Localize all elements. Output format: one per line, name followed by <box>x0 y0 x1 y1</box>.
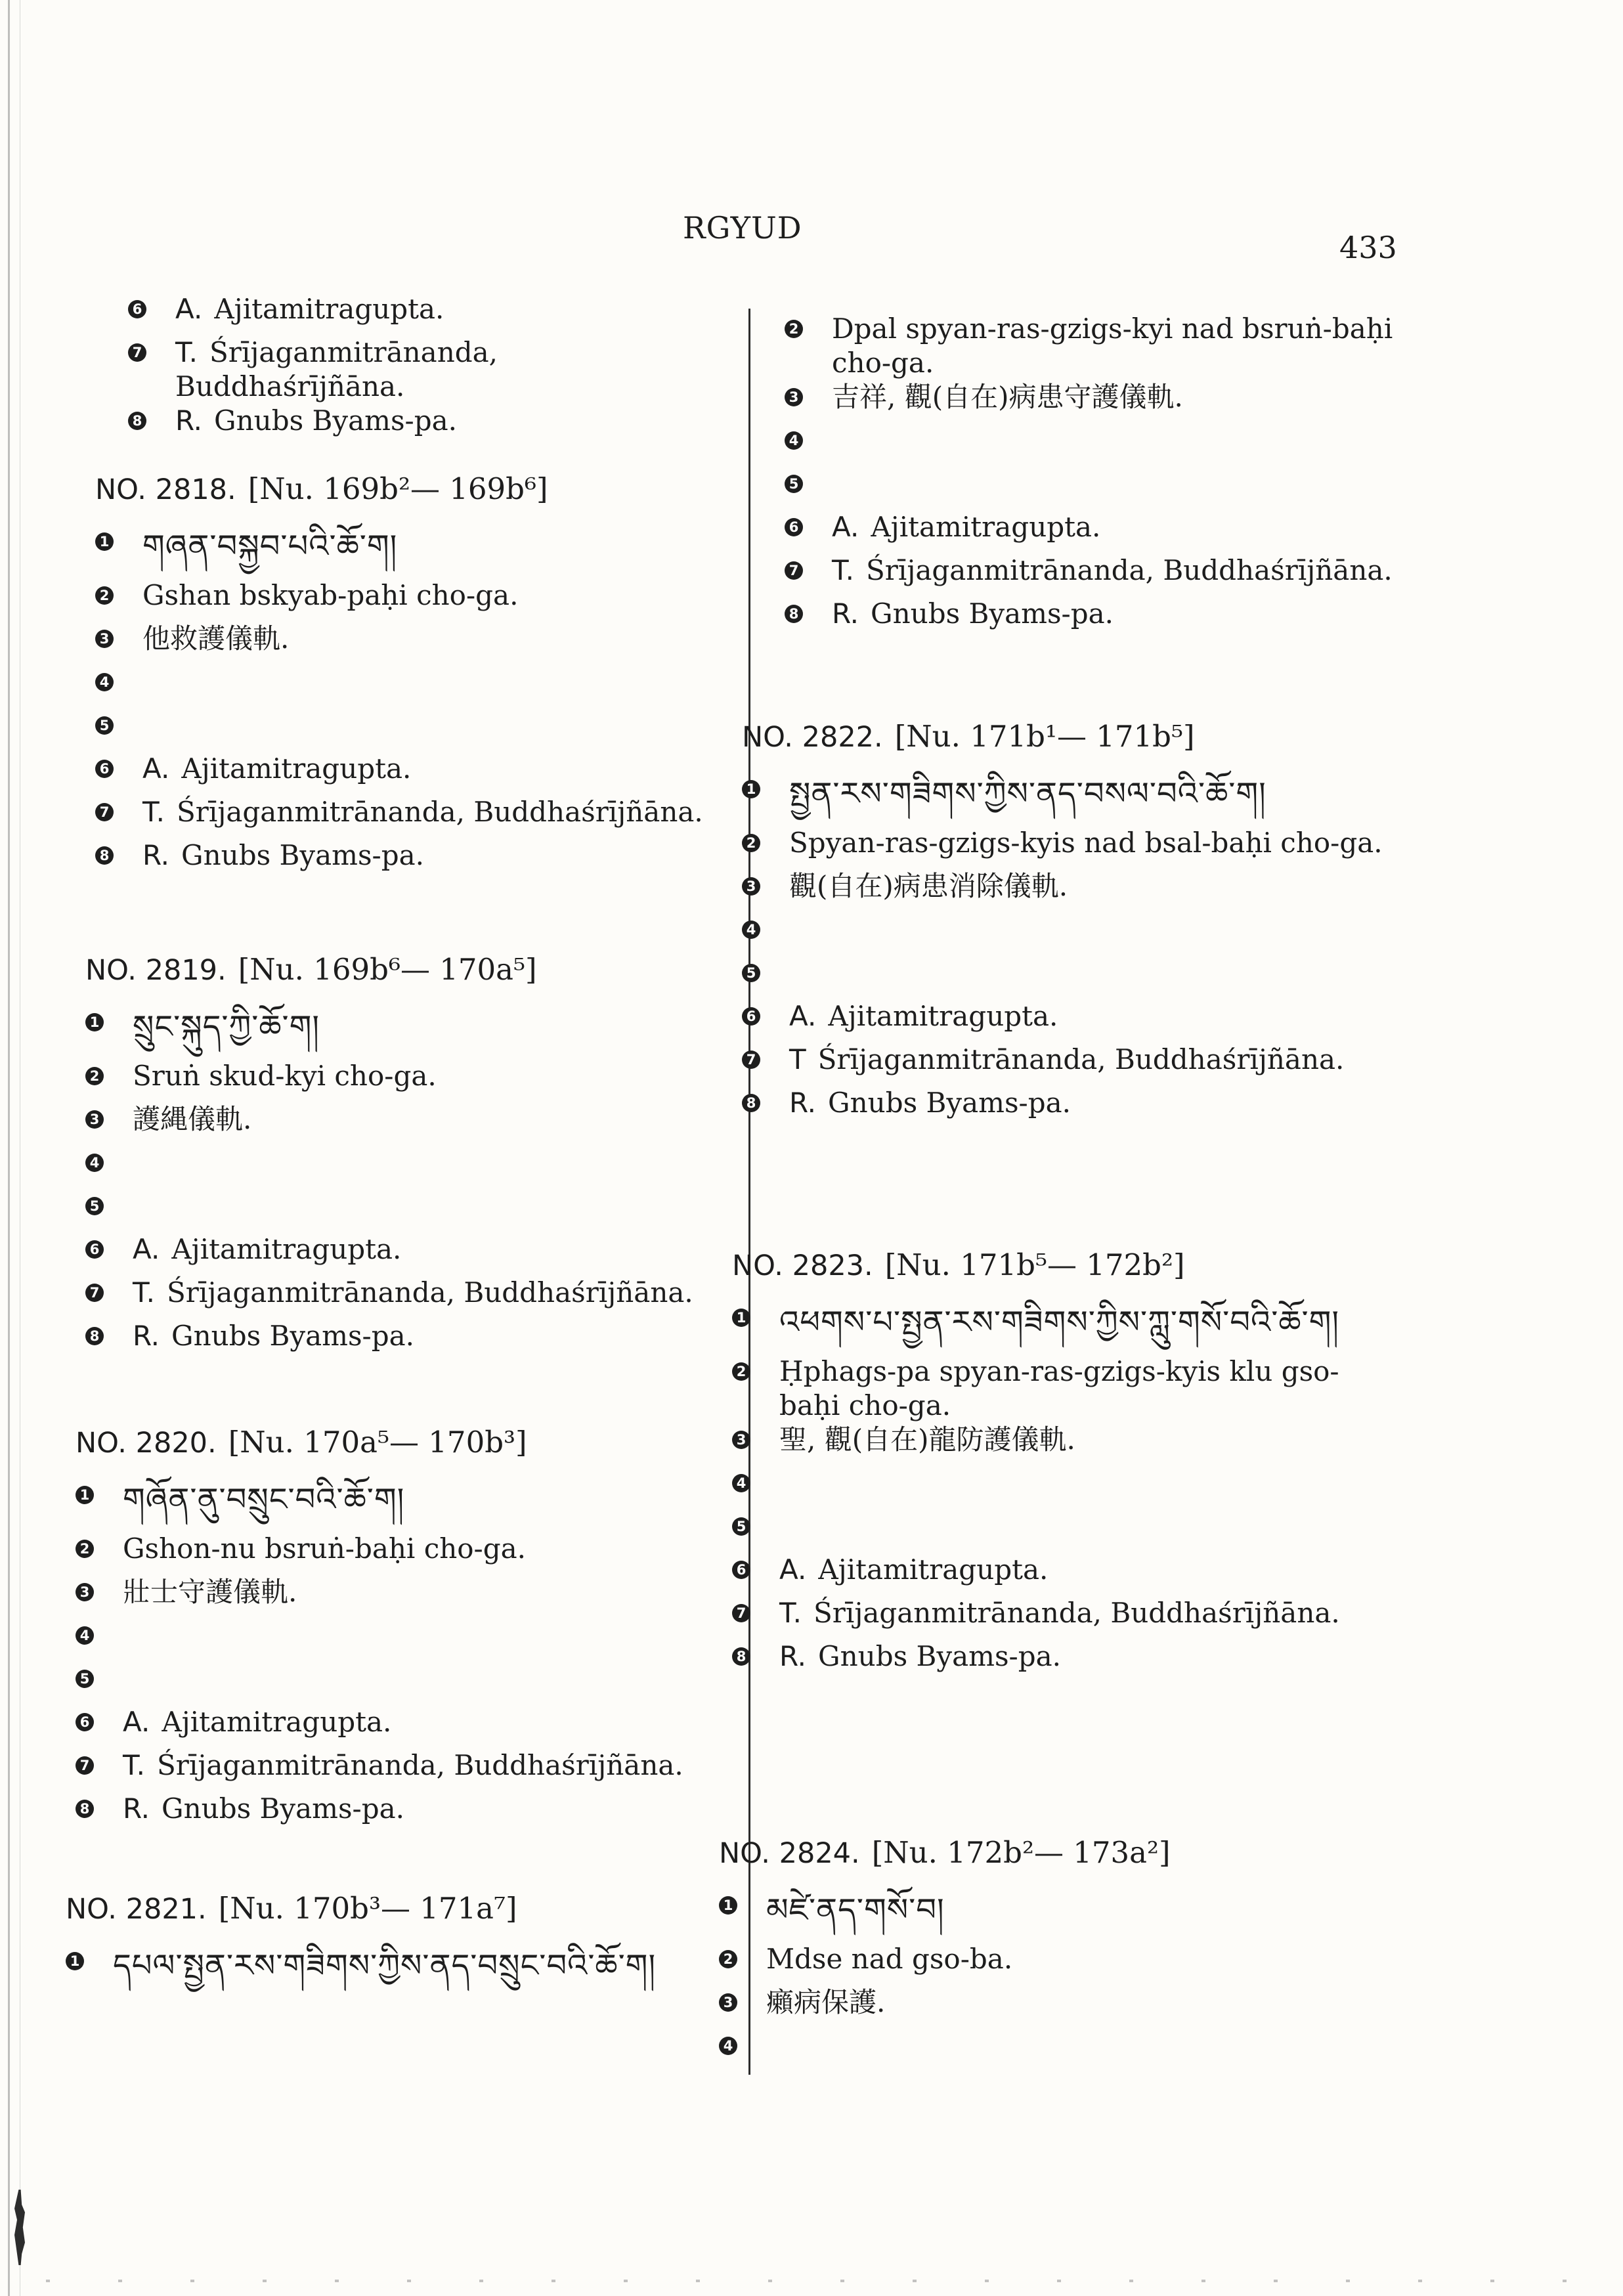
field-number-badge: 7 <box>785 561 803 580</box>
field-number-badge: 6 <box>785 518 803 536</box>
role-label: T. <box>779 1597 802 1629</box>
field-text <box>779 1354 1395 1423</box>
field-value: གཞོན་ནུ་བསྲུང་བའི་ཆོ་ག། <box>123 1481 405 1518</box>
scan-bottom-artifacts <box>46 2280 1589 2282</box>
field-value: 癩病保護. <box>766 1986 886 2018</box>
field-text <box>133 1059 725 1093</box>
field-number-badge: 8 <box>95 846 114 865</box>
field-number-badge: 6 <box>128 300 146 318</box>
field-text <box>789 999 1392 1033</box>
field-number-badge: 8 <box>85 1327 104 1345</box>
entry-field <box>732 1553 1395 1596</box>
entry-heading <box>732 1247 1395 1282</box>
folio-reference: [Nu. 169b²— 169b⁶] <box>248 471 548 506</box>
entry-field <box>76 1792 725 1835</box>
entry-number: NO. 2821. <box>66 1893 207 1926</box>
field-text <box>789 1043 1392 1077</box>
field-number-badge: 4 <box>76 1626 94 1645</box>
role-label: R. <box>779 1640 807 1672</box>
entry-field <box>85 1059 725 1102</box>
field-number-badge: 2 <box>85 1067 104 1085</box>
field-text <box>133 1319 725 1353</box>
entry-field <box>76 1575 725 1618</box>
role-label: R. <box>175 404 203 437</box>
field-number-badge: 3 <box>95 630 114 648</box>
binding-mark <box>14 2190 25 2265</box>
entry-field <box>76 1662 725 1705</box>
entry-field <box>95 795 725 838</box>
field-text <box>142 525 725 568</box>
entry-field <box>95 578 725 622</box>
field-value: Sruṅ skud-kyi cho-ga. <box>133 1060 437 1092</box>
field-value: Gnubs Byams-pa. <box>871 597 1114 630</box>
entry-field <box>76 1748 725 1792</box>
entry-heading <box>719 1835 1392 1870</box>
entry-field <box>785 510 1395 553</box>
field-text <box>133 1232 725 1267</box>
role-label: T. <box>142 796 165 828</box>
field-value: Dpal spyan-ras-gzigs-kyi nad bsruṅ-baḥi cho-ga. <box>832 313 1393 379</box>
entry-field <box>719 1888 1392 1942</box>
field-text <box>789 772 1392 815</box>
field-text <box>113 1944 725 1987</box>
field-text <box>123 1705 725 1739</box>
field-text <box>832 380 1395 414</box>
field-number-badge: 3 <box>719 1993 737 2012</box>
field-number-badge: 2 <box>732 1362 750 1381</box>
field-value: Ajitamitragupta. <box>818 1553 1049 1586</box>
column-divider <box>748 309 750 2075</box>
field-value: Gnubs Byams-pa. <box>181 839 424 871</box>
entry-field <box>785 597 1395 640</box>
entry-field <box>732 1466 1395 1509</box>
field-text <box>142 622 725 656</box>
role-label: A. <box>779 1553 807 1586</box>
entry-field <box>95 525 725 578</box>
entry-field <box>95 838 725 882</box>
entry-field <box>742 956 1392 999</box>
role-label: R. <box>123 1792 150 1825</box>
role-label: R. <box>789 1087 817 1119</box>
folio-reference: [Nu. 170b³— 171a⁷] <box>218 1891 517 1926</box>
field-number-badge: 3 <box>85 1110 104 1129</box>
field-text <box>142 795 725 829</box>
catalog-entry <box>66 1891 725 1998</box>
field-number-badge: 3 <box>785 388 803 406</box>
entry-field <box>85 1102 725 1146</box>
field-number-badge: 2 <box>742 834 760 852</box>
entry-number: NO. 2820. <box>76 1427 217 1460</box>
field-text <box>766 1888 1392 1932</box>
catalog-entry <box>95 471 725 882</box>
field-value: སྲུང་སྐུད་ཀྱི་ཆོ་ག། <box>133 1008 320 1045</box>
field-number-badge: 1 <box>76 1486 94 1504</box>
entry-field <box>785 553 1395 597</box>
role-label: T. <box>133 1276 156 1309</box>
field-text <box>133 1005 725 1049</box>
field-number-badge: 4 <box>732 1474 750 1492</box>
field-number-badge: 4 <box>742 921 760 939</box>
field-value: Śrījaganmitrānanda, Buddhaśrījñāna. <box>817 1043 1345 1075</box>
entry-field <box>76 1705 725 1748</box>
field-text <box>123 1792 725 1826</box>
role-label: T. <box>123 1749 146 1781</box>
entry-field <box>785 380 1395 423</box>
field-value: Gshon-nu bsruṅ-baḥi cho-ga. <box>123 1532 527 1565</box>
field-value: Ajitamitragupta. <box>214 293 444 325</box>
field-value: 吉祥, 觀(自在)病患守護儀軌. <box>832 381 1183 413</box>
role-label: A. <box>175 293 203 325</box>
entry-field <box>742 869 1392 913</box>
entry-field <box>742 1043 1392 1086</box>
field-text <box>832 597 1395 631</box>
field-text <box>789 826 1392 860</box>
entry-heading <box>85 952 725 987</box>
folio-reference: [Nu. 170a⁵— 170b³] <box>228 1425 527 1460</box>
field-value: Ajitamitragupta. <box>181 752 412 785</box>
field-value: མཛེ་ནད་གསོ་བ། <box>766 1892 945 1928</box>
role-label: R. <box>832 597 859 630</box>
entry-field <box>732 1301 1395 1354</box>
catalog-entry <box>785 312 1395 640</box>
field-value: Śrījaganmitrānanda, Buddhaśrījñāna. <box>813 1597 1340 1629</box>
field-value: དཔལ་སྤྱན་རས་གཟིགས་ཀྱིས་ནད་བསྲུང་བའི་ཆོ་ག། <box>113 1947 657 1984</box>
field-text <box>175 336 725 404</box>
entry-field <box>732 1639 1395 1683</box>
entry-field <box>732 1423 1395 1466</box>
entry-field <box>85 1146 725 1189</box>
field-number-badge: 4 <box>85 1154 104 1172</box>
scan-edge-line <box>8 0 10 2296</box>
field-text <box>123 1748 725 1783</box>
field-number-badge: 7 <box>742 1051 760 1069</box>
field-value: Śrījaganmitrānanda, Buddhaśrījñāna. <box>175 336 498 402</box>
catalog-entry <box>76 1425 725 1835</box>
folio-reference: [Nu. 169b⁶— 170a⁵] <box>238 952 537 987</box>
entry-field <box>742 826 1392 869</box>
field-value: 觀(自在)病患消除儀軌. <box>789 870 1068 902</box>
field-value: Ḥphags-pa spyan-ras-gzigs-kyis klu gso-baḥi cho-ga. <box>779 1355 1339 1421</box>
catalog-entry <box>732 1247 1395 1683</box>
field-number-badge: 4 <box>95 673 114 691</box>
field-value: 護縄儀軌. <box>133 1103 252 1135</box>
entry-number: NO. 2818. <box>95 473 236 506</box>
field-number-badge: 8 <box>128 412 146 430</box>
role-label: T. <box>832 554 855 586</box>
field-value: Gnubs Byams-pa. <box>171 1320 414 1352</box>
entry-field <box>719 1942 1392 1985</box>
field-value: Spyan-ras-gzigs-kyis nad bsal-baḥi cho-ga. <box>789 827 1383 859</box>
folio-reference: [Nu. 172b²— 173a²] <box>871 1835 1171 1870</box>
field-number-badge: 3 <box>742 877 760 896</box>
field-text <box>133 1276 725 1310</box>
field-number-badge: 8 <box>785 605 803 623</box>
field-value: སྤྱན་རས་གཟིགས་ཀྱིས་ནད་བསལ་བའི་ཆོ་ག། <box>789 775 1266 812</box>
field-number-badge: 6 <box>95 760 114 778</box>
field-text <box>832 312 1395 380</box>
field-text <box>175 292 725 326</box>
field-value: 他救護儀軌. <box>142 622 290 655</box>
folio-reference: [Nu. 171b¹— 171b⁵] <box>894 719 1195 754</box>
field-value: 聖, 觀(自在)龍防護儀軌. <box>779 1423 1075 1456</box>
field-number-badge: 6 <box>85 1240 104 1259</box>
field-text <box>779 1596 1395 1630</box>
field-text <box>832 510 1395 544</box>
field-number-badge: 7 <box>85 1284 104 1302</box>
catalog-entry <box>128 292 725 447</box>
field-value: Gnubs Byams-pa. <box>818 1640 1061 1672</box>
entry-heading <box>66 1891 725 1926</box>
role-label: T. <box>175 336 198 368</box>
field-value: 壯士守護儀軌. <box>123 1576 297 1608</box>
field-text <box>779 1639 1395 1674</box>
entry-field <box>742 913 1392 956</box>
field-number-badge: 1 <box>66 1952 84 1970</box>
field-text <box>766 1942 1392 1976</box>
field-number-badge: 5 <box>732 1517 750 1536</box>
field-number-badge: 5 <box>742 964 760 982</box>
field-number-badge: 7 <box>95 803 114 821</box>
catalog-entry <box>719 1835 1392 2072</box>
field-number-badge: 6 <box>732 1561 750 1579</box>
entry-field <box>95 665 725 708</box>
page-number: 433 <box>1339 230 1397 265</box>
entry-field <box>85 1232 725 1276</box>
entry-field <box>128 404 725 447</box>
field-number-badge: 5 <box>76 1670 94 1688</box>
field-text <box>175 404 725 438</box>
entry-number: NO. 2819. <box>85 954 227 987</box>
entry-field <box>742 772 1392 826</box>
field-number-badge: 3 <box>76 1583 94 1601</box>
catalog-entry <box>742 719 1392 1129</box>
entry-heading <box>742 719 1392 754</box>
entry-field <box>785 423 1395 467</box>
entry-number: NO. 2823. <box>732 1249 873 1282</box>
folio-reference: [Nu. 171b⁵— 172b²] <box>884 1247 1185 1282</box>
field-text <box>123 1478 725 1521</box>
field-value: Ajitamitragupta. <box>828 1000 1058 1032</box>
catalog-entry <box>85 952 725 1362</box>
field-text <box>789 1086 1392 1120</box>
entry-heading <box>95 471 725 506</box>
field-value: Śrījaganmitrānanda, Buddhaśrījñāna. <box>157 1749 683 1781</box>
field-value: Gnubs Byams-pa. <box>162 1792 404 1825</box>
field-value: Gshan bskyab-paḥi cho-ga. <box>142 579 519 611</box>
entry-field <box>785 312 1395 380</box>
field-number-badge: 5 <box>85 1197 104 1215</box>
role-label: T <box>789 1043 806 1075</box>
entry-field <box>719 2029 1392 2072</box>
entry-field <box>66 1944 725 1998</box>
field-value: Ajitamitragupta. <box>871 511 1101 543</box>
entry-field <box>785 467 1395 510</box>
field-text <box>123 1575 725 1609</box>
entry-number: NO. 2822. <box>742 721 883 754</box>
field-value: Mdse nad gso-ba. <box>766 1943 1013 1975</box>
entry-field <box>742 999 1392 1043</box>
field-text <box>779 1423 1395 1457</box>
field-text <box>142 838 725 873</box>
field-number-badge: 7 <box>128 343 146 362</box>
entry-field <box>742 1086 1392 1129</box>
field-number-badge: 6 <box>742 1007 760 1026</box>
entry-field <box>76 1532 725 1575</box>
field-text <box>766 1985 1392 2020</box>
field-value: Ajitamitragupta. <box>171 1233 402 1265</box>
role-label: A. <box>142 752 170 785</box>
entry-field <box>732 1509 1395 1553</box>
field-text <box>779 1301 1395 1344</box>
field-number-badge: 4 <box>719 2037 737 2055</box>
field-number-badge: 6 <box>76 1713 94 1731</box>
entry-heading <box>76 1425 725 1460</box>
field-number-badge: 1 <box>719 1896 737 1915</box>
field-number-badge: 1 <box>742 780 760 798</box>
entry-field <box>85 1005 725 1059</box>
field-number-badge: 2 <box>95 586 114 605</box>
field-number-badge: 1 <box>85 1013 104 1031</box>
field-value: འཕགས་པ་སྤྱན་རས་གཟིགས་ཀྱིས་ཀླུ་གསོ་བའི་ཆོ་ག། <box>779 1304 1340 1341</box>
field-number-badge: 3 <box>732 1431 750 1449</box>
role-label: A. <box>133 1233 160 1265</box>
entry-field <box>95 752 725 795</box>
entry-number: NO. 2824. <box>719 1837 860 1870</box>
field-value: Śrījaganmitrānanda, Buddhaśrījñāna. <box>167 1276 693 1309</box>
entry-field <box>732 1354 1395 1423</box>
field-text <box>789 869 1392 903</box>
field-text <box>832 553 1395 588</box>
field-number-badge: 8 <box>732 1647 750 1666</box>
field-number-badge: 1 <box>732 1309 750 1327</box>
running-header: RGYUD <box>683 210 802 246</box>
entry-field <box>76 1478 725 1532</box>
field-number-badge: 4 <box>785 431 803 450</box>
entry-field <box>719 1985 1392 2029</box>
role-label: A. <box>123 1706 150 1738</box>
field-number-badge: 1 <box>95 532 114 551</box>
field-text <box>142 578 725 613</box>
field-number-badge: 7 <box>732 1604 750 1622</box>
role-label: R. <box>142 839 170 871</box>
entry-field <box>85 1189 725 1232</box>
field-number-badge: 2 <box>76 1540 94 1558</box>
role-label: A. <box>832 511 859 543</box>
field-number-badge: 2 <box>785 320 803 338</box>
field-number-badge: 2 <box>719 1950 737 1968</box>
entry-field <box>95 622 725 665</box>
entry-field <box>732 1596 1395 1639</box>
entry-field <box>95 708 725 752</box>
field-value: གཞན་བསྐྱབ་པའི་ཆོ་ག། <box>142 528 398 565</box>
field-value: Śrījaganmitrānanda, Buddhaśrījñāna. <box>177 796 703 828</box>
field-value: Ajitamitragupta. <box>162 1706 392 1738</box>
field-number-badge: 5 <box>95 716 114 735</box>
field-value: Gnubs Byams-pa. <box>214 404 457 437</box>
field-text <box>123 1532 725 1566</box>
entry-field <box>128 292 725 336</box>
field-number-badge: 8 <box>76 1800 94 1818</box>
entry-field <box>85 1319 725 1362</box>
field-text <box>133 1102 725 1137</box>
role-label: A. <box>789 1000 817 1032</box>
role-label: R. <box>133 1320 160 1352</box>
field-text <box>142 752 725 786</box>
field-number-badge: 8 <box>742 1094 760 1112</box>
field-value: Śrījaganmitrānanda, Buddhaśrījñāna. <box>866 554 1393 586</box>
field-number-badge: 5 <box>785 475 803 493</box>
field-number-badge: 7 <box>76 1756 94 1775</box>
entry-field <box>76 1618 725 1662</box>
field-text <box>779 1553 1395 1587</box>
entry-field <box>128 336 725 404</box>
entry-field <box>85 1276 725 1319</box>
field-value: Gnubs Byams-pa. <box>828 1087 1071 1119</box>
